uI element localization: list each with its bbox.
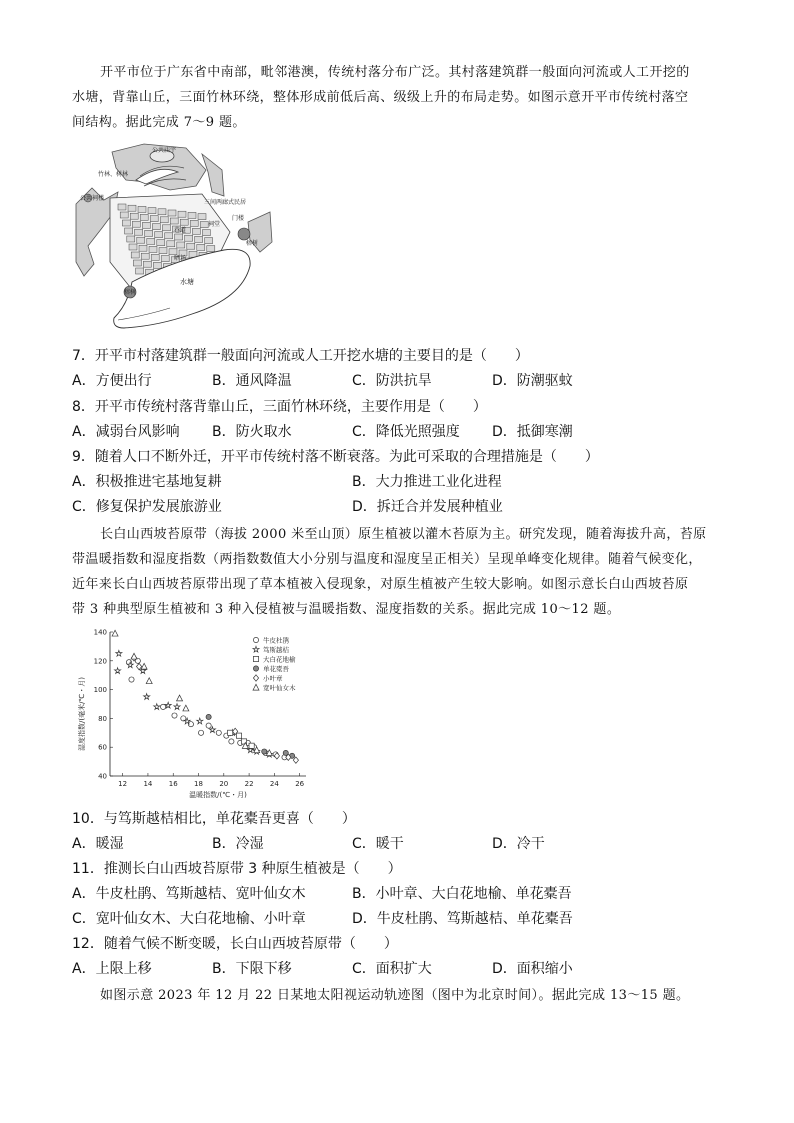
- vegetation-scatter-chart: [74, 624, 324, 804]
- house-block: [195, 236, 203, 242]
- house-block: [197, 244, 205, 250]
- y-tick-label: 60: [98, 743, 107, 752]
- house-block: [175, 234, 183, 240]
- house-block: [141, 253, 149, 259]
- house-block: [118, 204, 126, 210]
- q9-option-d[interactable]: D．拆迁合并发展种植业: [352, 499, 503, 515]
- scatter-point-series-5: [183, 705, 189, 711]
- scatter-point-series-3: [262, 749, 267, 754]
- house-block: [120, 212, 128, 218]
- house-block: [177, 242, 185, 248]
- scatter-point-series-2: [249, 743, 254, 748]
- banyan-tree-icon: [238, 228, 250, 240]
- house-block: [140, 214, 148, 220]
- passage-intro-10-12: [72, 522, 732, 622]
- question-7-stem: 7．开平市村落建筑群一般面向河流或人工开挖水塘的主要目的是（ ）: [72, 348, 529, 364]
- legend-label: 笃斯越桔: [263, 646, 289, 654]
- passage-line: 带温暖指数和湿度指数（两指数数值大小分别与温度和湿度呈正相关）呈现单峰变化规律。随着气候变化，: [72, 552, 702, 567]
- house-block: [142, 222, 150, 228]
- house-block: [189, 251, 197, 257]
- q12-option-a[interactable]: A．上限上移: [72, 961, 152, 977]
- legend-marker-3: [253, 666, 258, 671]
- q11-option-b[interactable]: B．小叶章、大白花地榆、单花橐吾: [352, 886, 572, 902]
- y-tick-label: 120: [93, 657, 107, 666]
- house-block: [188, 212, 196, 218]
- q9-option-b[interactable]: B．大力推进工业化进程: [352, 474, 502, 490]
- house-block: [136, 268, 144, 274]
- q12-option-c[interactable]: C．面积扩大: [352, 961, 432, 977]
- passage-line: 如图示意 2023 年 12 月 22 日某地太阳视运动轨迹图（图中为北京时间）。据此完成 13～15 题。: [100, 988, 690, 1003]
- house-block: [167, 241, 175, 247]
- x-tick-label: 20: [219, 780, 229, 788]
- passage-line: 长白山西坡苔原带（海拔 2000 米至山顶）原生植被以灌木苔原为主。研究发现，随着海拔升高，苔原: [100, 527, 707, 542]
- map-label-house: 三间两廊式民居: [204, 199, 247, 206]
- legend-label: 单花橐吾: [263, 665, 289, 673]
- q8-option-d[interactable]: D．抵御寒潮: [492, 424, 573, 440]
- q7-option-d[interactable]: D．防潮驱蚊: [492, 373, 573, 389]
- house-block: [127, 236, 135, 242]
- x-tick-label: 16: [168, 780, 178, 788]
- x-tick-label: 24: [269, 780, 279, 788]
- question-9-stem: 9．随着人口不断外迁，开平市传统村落不断衰落。为此可采取的合理措施是（ ）: [72, 449, 599, 465]
- map-label-tree: 榕树: [246, 240, 259, 247]
- scatter-point-series-5: [177, 695, 183, 701]
- house-block: [185, 235, 193, 241]
- map-label-ancestral: 祠堂: [208, 221, 221, 228]
- legend-label: 小叶章: [263, 674, 283, 683]
- passage-intro-7-9: [72, 60, 732, 135]
- house-block: [128, 205, 136, 211]
- question-12-stem: 12．随着气候不断变暖，长白山西坡苔原带（ ）: [72, 936, 398, 952]
- house-block: [131, 252, 139, 258]
- house-block: [137, 237, 145, 243]
- house-block: [152, 224, 160, 230]
- x-tick-label: 14: [143, 780, 153, 788]
- house-block: [139, 245, 147, 251]
- house-block: [170, 218, 178, 224]
- house-block: [207, 246, 215, 252]
- scatter-point-series-5: [146, 678, 152, 684]
- q11-option-a[interactable]: A．牛皮杜鹃、笃斯越桔、宽叶仙女木: [72, 886, 306, 902]
- x-tick-label: 26: [295, 780, 305, 788]
- q9-option-a[interactable]: A．积极推进宅基地复耕: [72, 474, 222, 490]
- passage-line: 近年来长白山西坡苔原带出现了草本植被入侵现象，对原生植被产生较大影响。如图示意长白山西坡苔原: [72, 577, 689, 592]
- house-block: [130, 213, 138, 219]
- legend-label: 牛皮杜鹃: [263, 636, 289, 645]
- house-block: [138, 206, 146, 212]
- question-8-stem: 8．开平市传统村落背靠山丘，三面竹林环绕，主要作用是（ ）: [72, 399, 487, 415]
- house-block: [190, 220, 198, 226]
- q12-option-d[interactable]: D．面积缩小: [492, 961, 573, 977]
- map-label-gate: 门楼: [232, 215, 245, 222]
- house-block: [129, 244, 137, 250]
- q11-option-c[interactable]: C．宽叶仙女木、大白花地榆、小叶章: [72, 911, 306, 927]
- q12-option-b[interactable]: B．下限下移: [212, 961, 292, 977]
- house-block: [143, 261, 151, 267]
- house-block: [169, 249, 177, 255]
- village-structure-map: [74, 142, 274, 337]
- hill-right: [202, 154, 224, 196]
- house-block: [187, 243, 195, 249]
- q8-option-a[interactable]: A．减弱台风影响: [72, 424, 180, 440]
- legend-marker-5: [253, 684, 259, 690]
- scatter-point-series-5: [141, 663, 147, 669]
- house-block: [165, 233, 173, 239]
- y-tick-label: 140: [93, 628, 107, 637]
- house-block: [192, 228, 200, 234]
- legend-marker-0: [253, 637, 258, 642]
- house-block: [153, 262, 161, 268]
- q8-option-b[interactable]: B．防火取水: [212, 424, 292, 440]
- legend-marker-2: [253, 656, 258, 661]
- map-label-pond: 水塘: [180, 278, 194, 286]
- passage-line: 水塘，背靠山丘，三面竹林环绕，整体形成前低后高、级级上升的布局走势。如图示意开平市传统村落空: [72, 90, 689, 105]
- x-tick-label: 18: [194, 780, 203, 788]
- q7-option-a[interactable]: A．方便出行: [72, 373, 152, 389]
- house-block: [151, 254, 159, 260]
- house-block: [180, 219, 188, 225]
- map-label-bamboo: 竹林、树林: [98, 171, 129, 178]
- y-tick-label: 100: [93, 686, 107, 695]
- scatter-point-series-1: [197, 718, 203, 724]
- scatter-point-series-1: [115, 668, 121, 674]
- house-block: [200, 222, 208, 228]
- q7-option-c[interactable]: C．防洪抗旱: [352, 373, 432, 389]
- house-block: [148, 208, 156, 214]
- scatter-point-series-1: [174, 704, 180, 710]
- scatter-point-series-5: [131, 653, 137, 659]
- scatter-point-series-0: [129, 677, 134, 682]
- scatter-point-series-4: [136, 663, 141, 669]
- house-block: [202, 230, 210, 236]
- scatter-point-series-2: [236, 733, 241, 738]
- passage-line: 开平市位于广东省中南部，毗邻港澳，传统村落分布广泛。其村落建筑群一般面向河流或人工开挖的: [100, 65, 690, 80]
- map-label-public: 公共祠楼: [80, 195, 105, 202]
- scatter-point-series-5: [112, 630, 118, 636]
- house-block: [149, 246, 157, 252]
- scatter-point-series-3: [206, 714, 211, 719]
- scatter-point-series-0: [229, 739, 234, 744]
- q10-option-b[interactable]: B．冷湿: [212, 836, 264, 852]
- house-block: [158, 209, 166, 215]
- house-block: [157, 240, 165, 246]
- house-block: [133, 260, 141, 266]
- house-block: [168, 210, 176, 216]
- scatter-point-series-0: [161, 704, 166, 709]
- x-tick-label: 22: [244, 780, 254, 788]
- q8-option-c[interactable]: C．降低光照强度: [352, 424, 460, 440]
- legend-marker-1: [253, 646, 259, 652]
- house-block: [147, 238, 155, 244]
- house-block: [160, 217, 168, 223]
- scatter-point-series-0: [172, 713, 177, 718]
- q9-option-c[interactable]: C．修复保护发展旅游业: [72, 499, 222, 515]
- question-11-stem: 11．推测长白山西坡苔原带 3 种原生植被是（ ）: [72, 861, 402, 877]
- y-tick-label: 80: [98, 714, 107, 723]
- house-block: [198, 214, 206, 220]
- map-label-road: 巷道: [174, 227, 187, 234]
- legend-marker-4: [253, 675, 258, 681]
- scatter-point-series-2: [228, 730, 233, 735]
- house-block: [159, 248, 167, 254]
- map-label-square: 晒场: [174, 255, 187, 262]
- house-block: [161, 256, 169, 262]
- y-tick-label: 40: [98, 772, 107, 781]
- scatter-point-series-1: [116, 650, 122, 656]
- q11-option-d[interactable]: D．牛皮杜鹃、笃斯越桔、单花橐吾: [352, 911, 573, 927]
- question-10-stem: 10．与笃斯越桔相比，单花橐吾更喜（ ）: [72, 811, 356, 827]
- house-block: [135, 229, 143, 235]
- q10-option-d[interactable]: D．冷干: [492, 836, 545, 852]
- passage-line: 带 3 种典型原生植被和 3 种入侵植被与温暖指数、湿度指数的关系。据此完成 10～12 题。: [72, 602, 621, 617]
- scatter-point-series-1: [144, 694, 150, 700]
- passage-line: 间结构。据此完成 7～9 题。: [72, 115, 246, 130]
- house-block: [145, 230, 153, 236]
- q10-option-c[interactable]: C．暖干: [352, 836, 404, 852]
- scatter-point-series-0: [216, 730, 221, 735]
- x-axis-label: 温暖指数/(℃・月): [189, 791, 247, 799]
- y-axis-label: 湿度指数/(毫米/℃・月): [78, 676, 86, 752]
- house-block: [132, 221, 140, 227]
- house-block: [155, 232, 163, 238]
- house-block: [122, 220, 130, 226]
- house-block: [162, 225, 170, 231]
- scatter-point-series-1: [154, 704, 160, 710]
- house-block: [125, 228, 133, 234]
- scatter-point-series-0: [198, 730, 203, 735]
- house-block: [205, 238, 213, 244]
- legend-label: 宽叶仙女木: [263, 684, 296, 692]
- q10-option-a[interactable]: A．暖湿: [72, 836, 124, 852]
- house-block: [178, 211, 186, 217]
- legend-label: 大白花地榆: [263, 655, 296, 664]
- q7-option-b[interactable]: B．通风降温: [212, 373, 292, 389]
- house-block: [150, 216, 158, 222]
- scatter-point-series-0: [206, 723, 211, 728]
- passage-intro-13-15: [72, 983, 732, 1008]
- map-label-tree: 榕树: [124, 289, 137, 296]
- x-tick-label: 12: [118, 780, 128, 788]
- map-label-temple: 公共庙宇: [152, 147, 177, 154]
